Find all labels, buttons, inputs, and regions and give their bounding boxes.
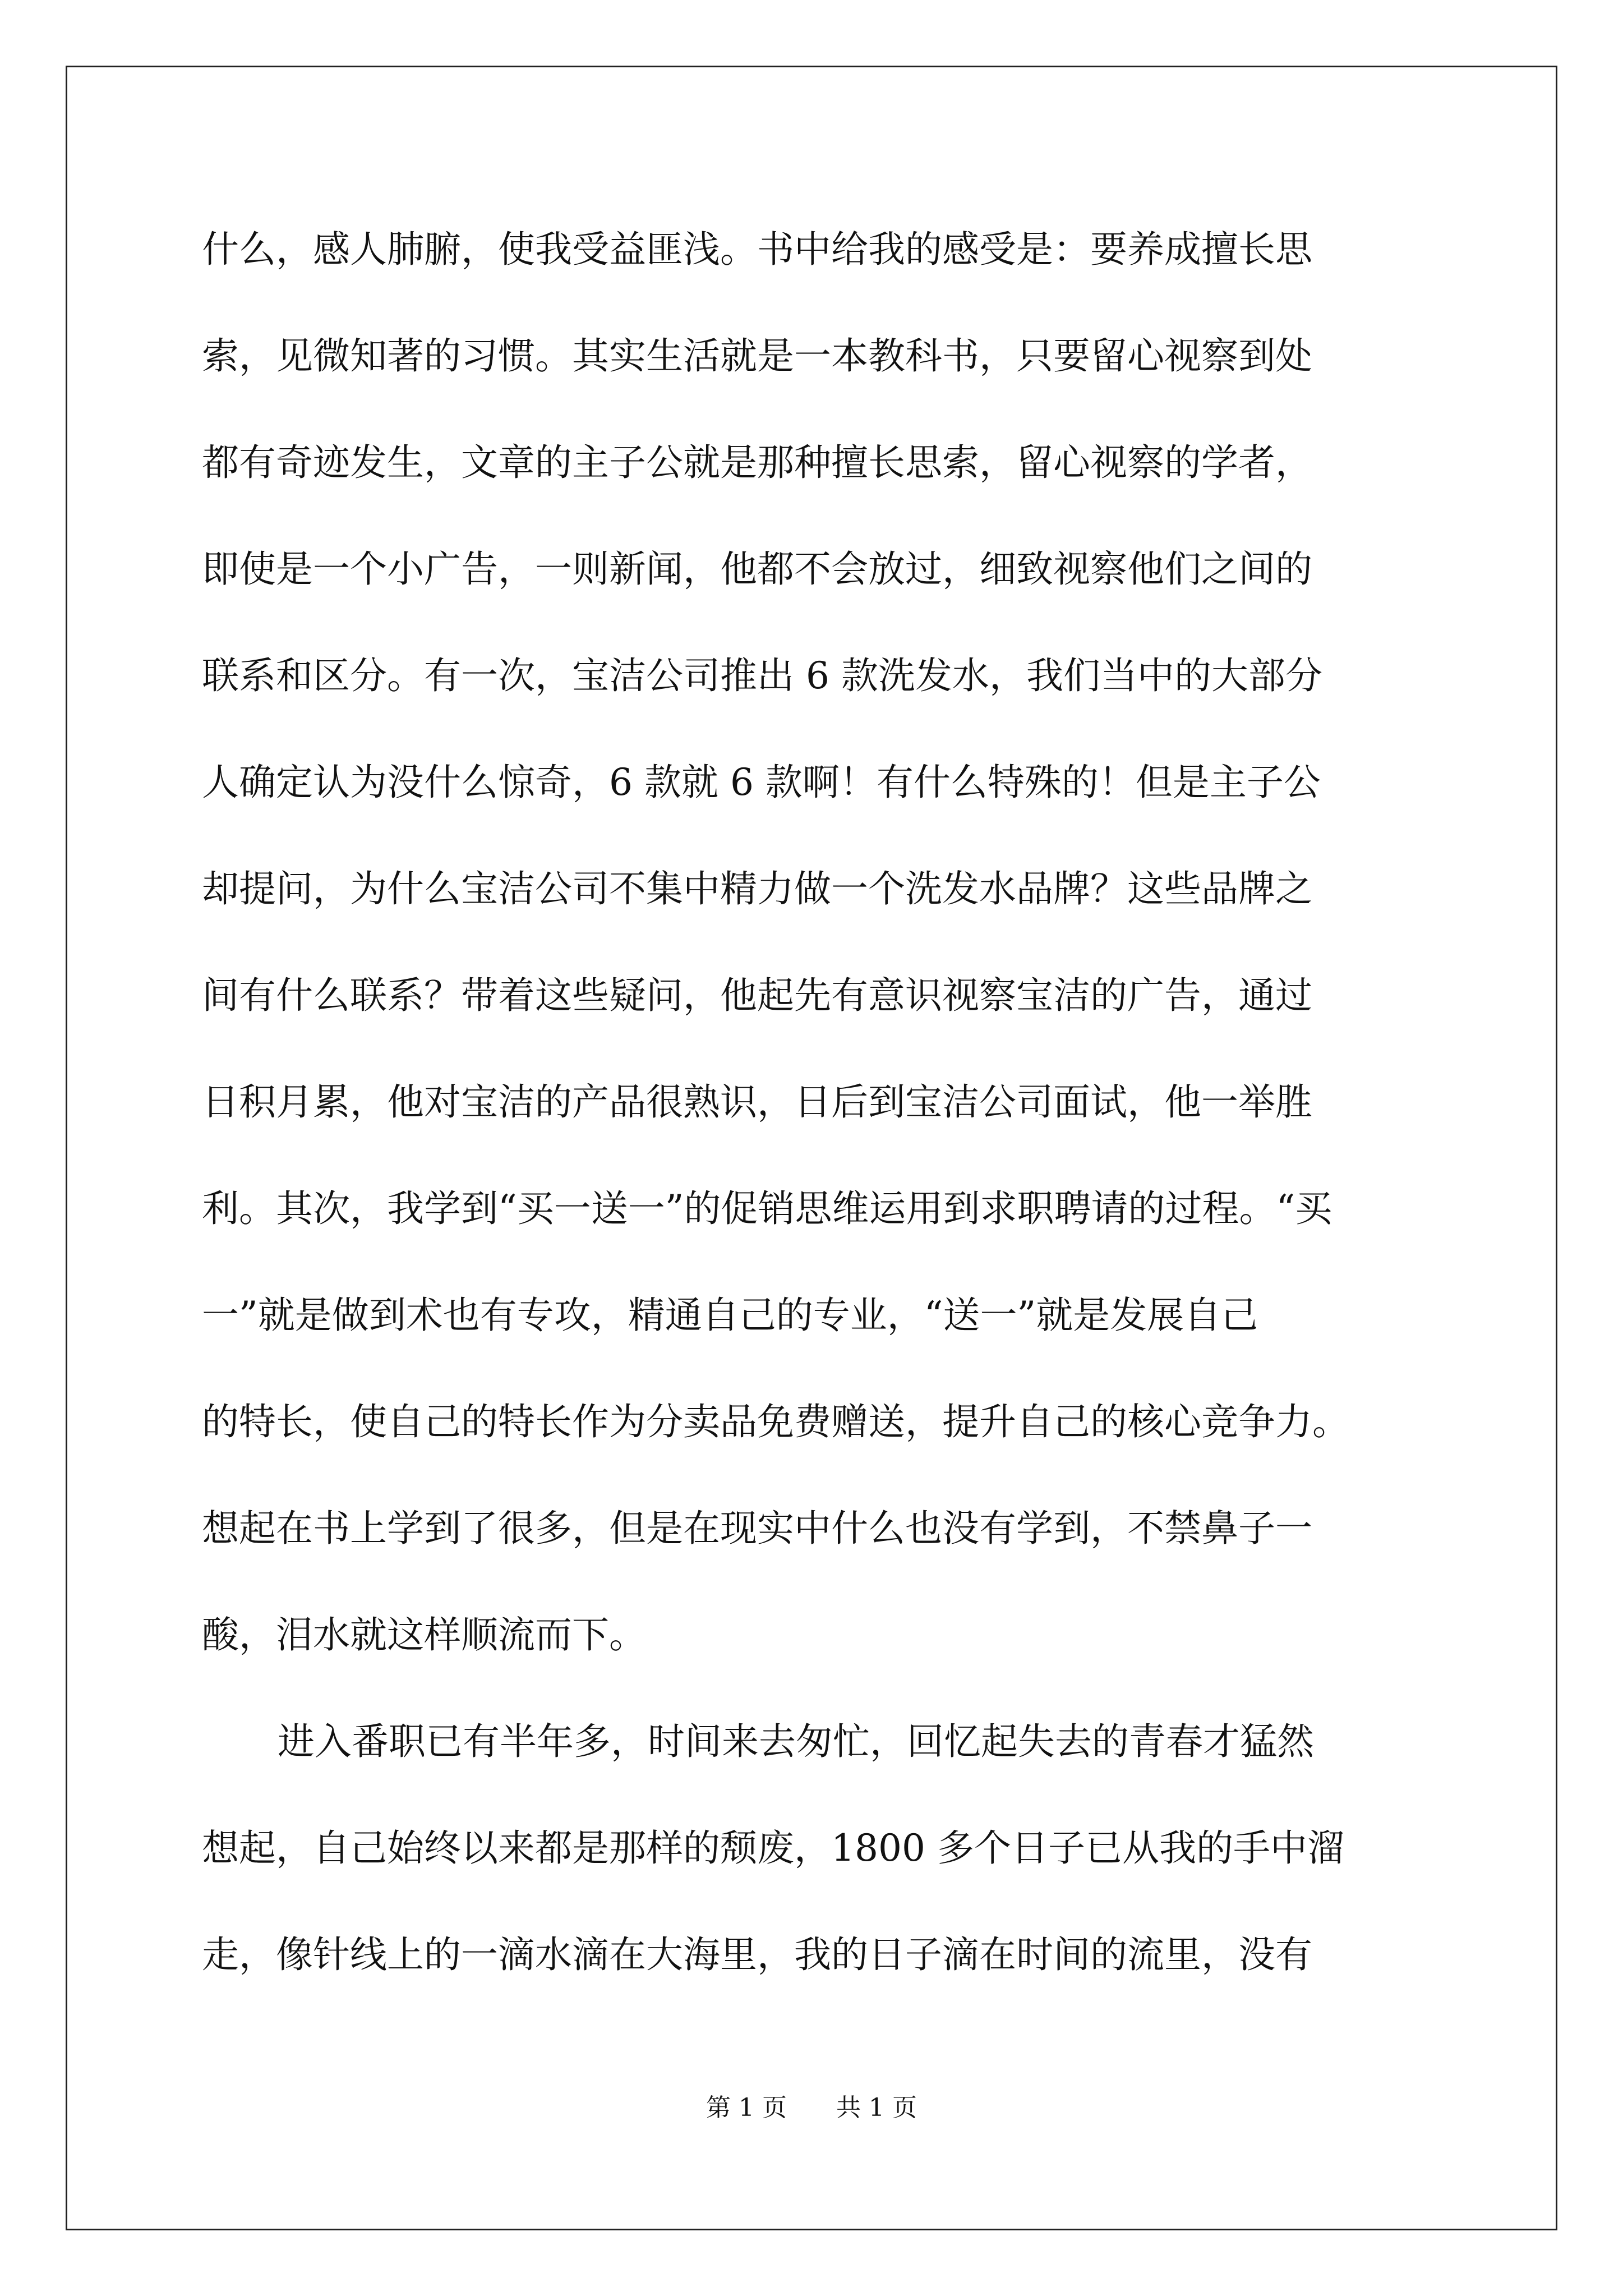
text-line: 一”就是做到术也有专攻，精通自己的专业，“送一”就是发展自己	[202, 1294, 1258, 1337]
page-total: 共 1 页	[836, 2093, 917, 2122]
document-body	[202, 219, 1430, 2031]
text-line: 利。其次，我学到“买一送一”的促销思维运用到求职聘请的过程。“买	[202, 1187, 1332, 1230]
text-line: 日积月累，他对宝洁的产品很熟识，日后到宝洁公司面试，他一举胜	[202, 1080, 1312, 1124]
text-line: 走，像针线上的一滴水滴在大海里，我的日子滴在时间的流里，没有	[202, 1933, 1312, 1976]
text-line: 的特长，使自己的特长作为分卖品免费赠送，提升自己的核心竞争力。	[202, 1400, 1349, 1443]
text-line: 都有奇迹发生，文章的主子公就是那种擅长思索，留心视察的学者，	[202, 441, 1312, 484]
text-line: 想起在书上学到了很多，但是在现实中什么也没有学到，不禁鼻子一	[202, 1507, 1312, 1550]
paragraph-start-line: 进入番职已有半年多，时间来去匆忙，回忆起失去的青春才猛然	[278, 1720, 1314, 1763]
text-line: 想起，自己始终以来都是那样的颓废，1800 多个日子已从我的手中溜	[202, 1826, 1344, 1870]
text-line: 联系和区分。有一次，宝洁公司推出 6 款洗发水，我们当中的大部分	[202, 654, 1322, 697]
page-number: 第 1 页	[706, 2093, 787, 2122]
text-line: 什么，感人肺腑，使我受益匪浅。书中给我的感受是：要养成擅长思	[202, 228, 1312, 271]
text-line: 人确定认为没什么惊奇，6 款就 6 款啊！有什么特殊的！但是主子公	[202, 761, 1321, 804]
page-footer	[0, 2091, 1623, 2125]
text-line: 索，见微知著的习惯。其实生活就是一本教科书，只要留心视察到处	[202, 334, 1312, 378]
text-line: 间有什么联系？带着这些疑问，他起先有意识视察宝洁的广告，通过	[202, 974, 1312, 1017]
text-line: 酸，泪水就这样顺流而下。	[202, 1613, 646, 1657]
text-line: 却提问，为什么宝洁公司不集中精力做一个洗发水品牌？这些品牌之	[202, 867, 1312, 910]
text-line: 即使是一个小广告，一则新闻，他都不会放过，细致视察他们之间的	[202, 547, 1312, 591]
